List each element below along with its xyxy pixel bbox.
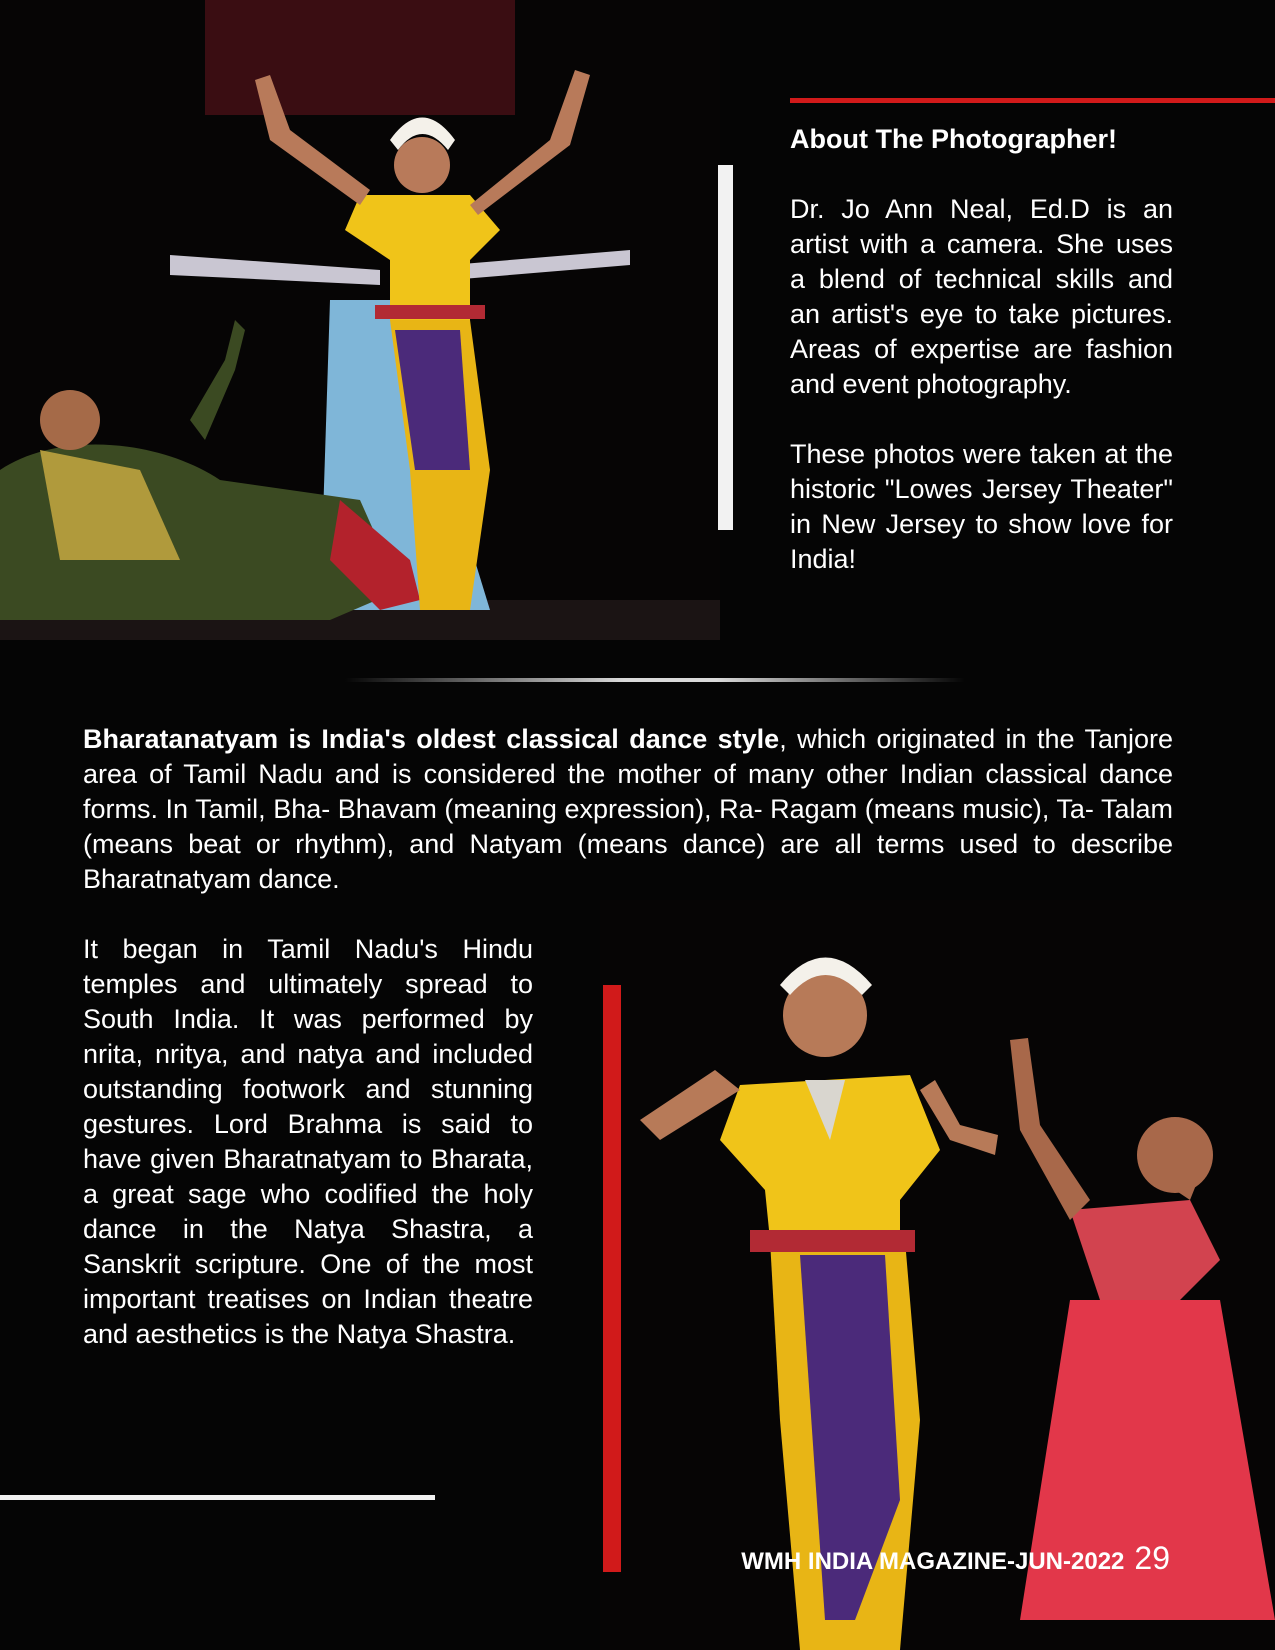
- section-divider: [345, 678, 965, 682]
- white-vertical-bar: [718, 165, 733, 530]
- intro-bold-lead: Bharatanatyam is India's oldest classical dance style: [83, 724, 780, 754]
- page-number: 29: [1134, 1540, 1170, 1576]
- about-paragraph-2: These photos were taken at the historic "Lowes Jersey Theater" in New Jersey to show love for India!: [790, 439, 1173, 574]
- page-footer: [741, 1540, 1170, 1577]
- red-vertical-bar: [603, 985, 621, 1572]
- bottom-white-rule: [0, 1495, 435, 1500]
- about-body: [790, 192, 1173, 612]
- top-red-rule: [790, 98, 1275, 103]
- dancers-photo-top: [0, 0, 720, 640]
- about-heading: About The Photographer!: [790, 124, 1117, 154]
- about-paragraph-1: Dr. Jo Ann Neal, Ed.D is an artist with a camera. She uses a blend of technical skills and an artist's eye to take pictures. Areas of expertise are fashion and event photography.: [790, 194, 1173, 399]
- intro-paragraph: [83, 722, 1173, 897]
- magazine-title: WMH INDIA MAGAZINE-JUN-2022: [741, 1548, 1125, 1575]
- history-paragraph: It began in Tamil Nadu's Hindu temples and ultimately spread to South India. It was performed by nrita, nritya, and natya and included outstanding footwork and stunning gestures. Lord Brahma is said to have given Bharatnatyam to Bharata, a great sage who codified the holy dance in the Natya Shastra, a Sanskrit scripture. One of the most important treatises on Indian theatre and aesthetics is the Natya Shastra.: [83, 934, 533, 1349]
- dancers-photo-bottom: [600, 900, 1275, 1650]
- intro-rest: , which originated in the Tanjore area of Tamil Nadu and is considered the mother of many other Indian classical dance forms. In Tamil, Bha- Bhavam (meaning expression), Ra- Ragam (means music), Ta- Talam (means beat or rhythm), and Natyam (means dance) are all terms used to describe Bharatnatyam dance.: [83, 724, 1173, 894]
